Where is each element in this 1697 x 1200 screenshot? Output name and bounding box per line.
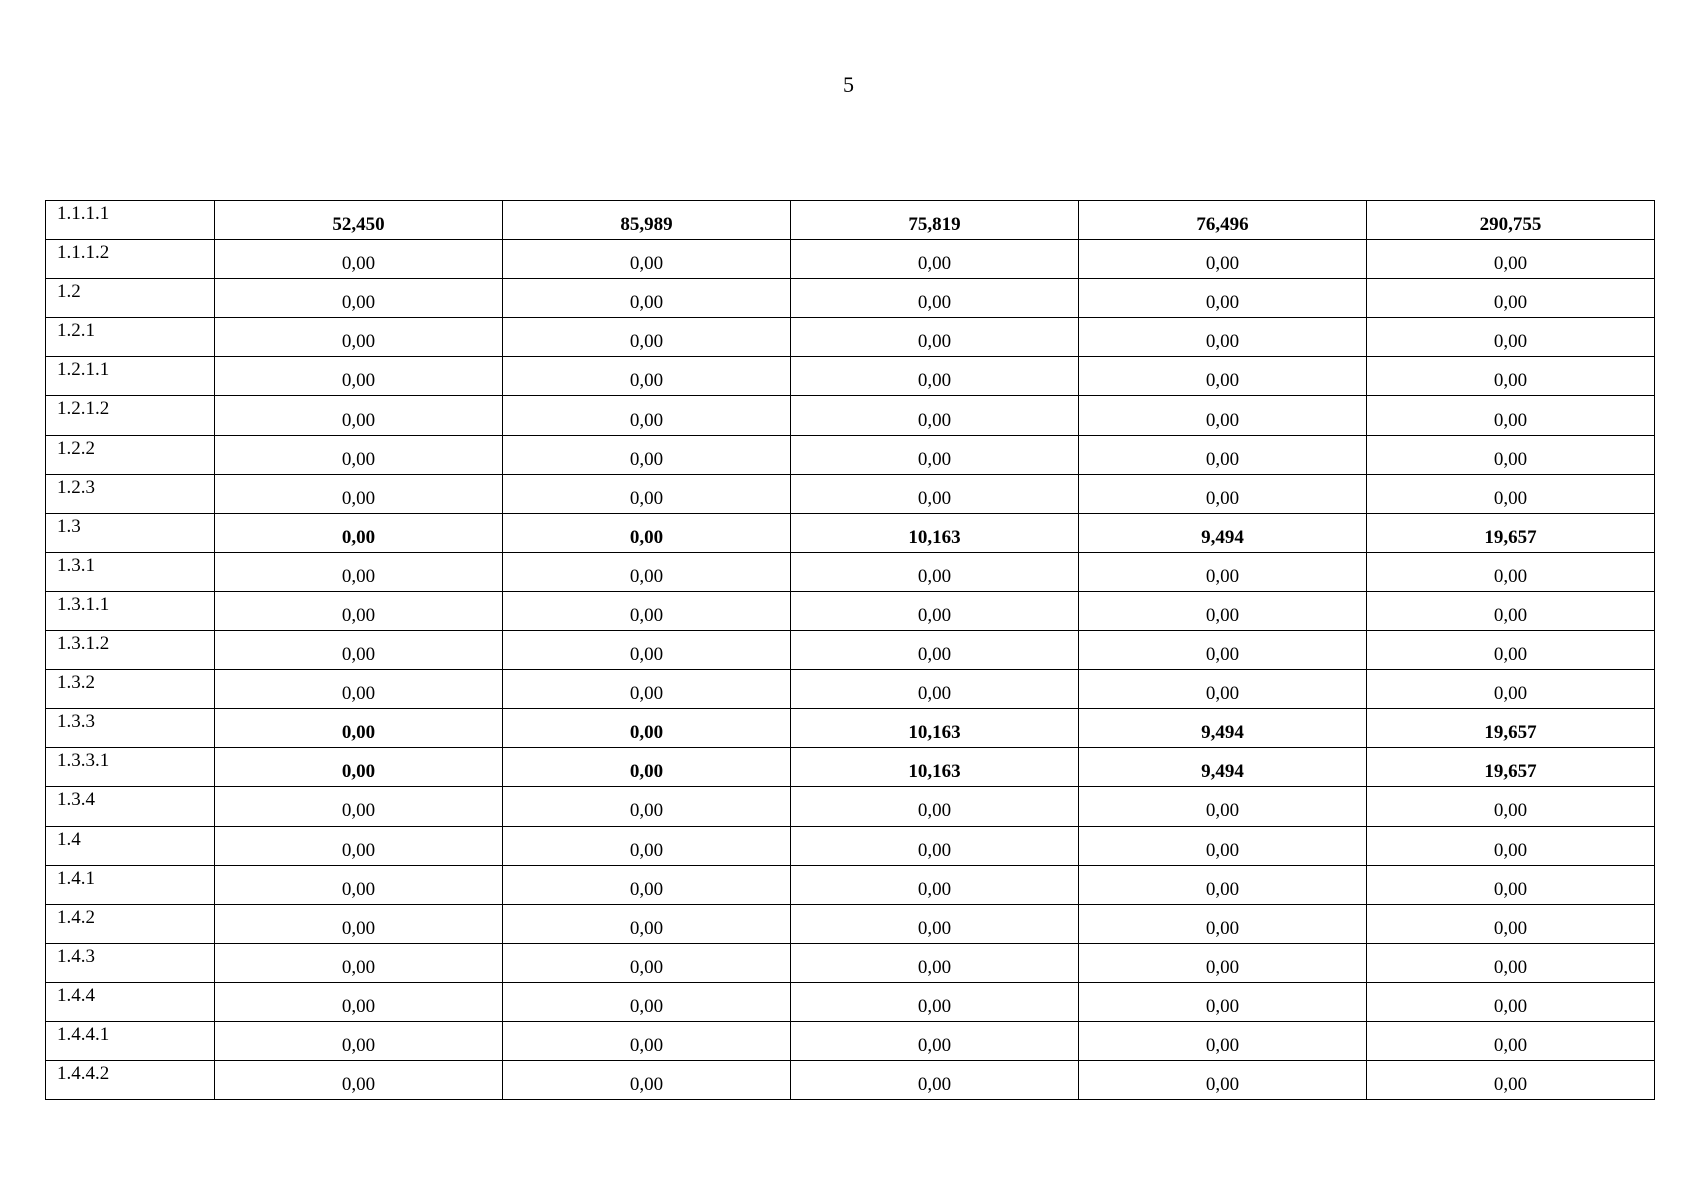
table-row xyxy=(46,826,1655,865)
value-cell: 0,00 xyxy=(503,748,791,787)
value-cell: 0,00 xyxy=(1367,435,1655,474)
value-cell: 0,00 xyxy=(215,670,503,709)
value-cell: 0,00 xyxy=(1367,357,1655,396)
value-cell: 0,00 xyxy=(791,357,1079,396)
value-cell: 0,00 xyxy=(503,279,791,318)
value-cell: 0,00 xyxy=(503,474,791,513)
value-cell: 75,819 xyxy=(791,201,1079,240)
table-row xyxy=(46,1021,1655,1060)
value-cell: 0,00 xyxy=(215,435,503,474)
value-cell: 0,00 xyxy=(1079,1021,1367,1060)
value-cell: 0,00 xyxy=(791,943,1079,982)
value-cell: 0,00 xyxy=(791,904,1079,943)
value-cell: 0,00 xyxy=(215,474,503,513)
value-cell: 76,496 xyxy=(1079,201,1367,240)
value-cell: 0,00 xyxy=(215,631,503,670)
row-code-cell: 1.4.1 xyxy=(46,865,215,904)
value-cell: 0,00 xyxy=(1079,982,1367,1021)
value-cell: 0,00 xyxy=(215,865,503,904)
value-cell: 0,00 xyxy=(1367,552,1655,591)
row-code-cell: 1.2 xyxy=(46,279,215,318)
table-row xyxy=(46,943,1655,982)
value-cell: 0,00 xyxy=(791,279,1079,318)
value-cell: 0,00 xyxy=(503,396,791,435)
value-cell: 0,00 xyxy=(1079,396,1367,435)
value-cell: 0,00 xyxy=(1367,865,1655,904)
value-cell: 0,00 xyxy=(1079,631,1367,670)
value-cell: 52,450 xyxy=(215,201,503,240)
row-code-cell: 1.2.1 xyxy=(46,318,215,357)
row-code-cell: 1.1.1.1 xyxy=(46,201,215,240)
value-cell: 0,00 xyxy=(215,787,503,826)
row-code-cell: 1.2.3 xyxy=(46,474,215,513)
value-cell: 0,00 xyxy=(791,474,1079,513)
value-cell: 0,00 xyxy=(1079,670,1367,709)
row-code-cell: 1.3 xyxy=(46,513,215,552)
table-row xyxy=(46,904,1655,943)
value-cell: 0,00 xyxy=(791,982,1079,1021)
row-code-cell: 1.3.1.2 xyxy=(46,631,215,670)
value-cell: 0,00 xyxy=(1367,670,1655,709)
row-code-cell: 1.3.1 xyxy=(46,552,215,591)
value-cell: 0,00 xyxy=(215,591,503,630)
value-cell: 0,00 xyxy=(1367,826,1655,865)
value-cell: 0,00 xyxy=(215,552,503,591)
value-cell: 0,00 xyxy=(1079,904,1367,943)
row-code-cell: 1.4.4 xyxy=(46,982,215,1021)
value-cell: 0,00 xyxy=(1079,787,1367,826)
value-cell: 0,00 xyxy=(215,982,503,1021)
value-cell: 10,163 xyxy=(791,513,1079,552)
value-cell: 0,00 xyxy=(503,904,791,943)
value-cell: 0,00 xyxy=(791,631,1079,670)
value-cell: 0,00 xyxy=(1079,943,1367,982)
row-code-cell: 1.4.4.1 xyxy=(46,1021,215,1060)
page-number: 5 xyxy=(843,72,854,97)
value-cell: 9,494 xyxy=(1079,748,1367,787)
row-code-cell: 1.4.3 xyxy=(46,943,215,982)
row-code-cell: 1.3.4 xyxy=(46,787,215,826)
value-cell: 19,657 xyxy=(1367,709,1655,748)
value-cell: 0,00 xyxy=(503,943,791,982)
row-code-cell: 1.3.1.1 xyxy=(46,591,215,630)
value-cell: 0,00 xyxy=(791,865,1079,904)
value-cell: 0,00 xyxy=(215,1021,503,1060)
value-cell: 0,00 xyxy=(503,670,791,709)
value-cell: 0,00 xyxy=(1367,943,1655,982)
row-code-cell: 1.4.2 xyxy=(46,904,215,943)
value-cell: 0,00 xyxy=(215,396,503,435)
value-cell: 0,00 xyxy=(215,357,503,396)
value-cell: 0,00 xyxy=(503,865,791,904)
value-cell: 0,00 xyxy=(1367,318,1655,357)
value-cell: 0,00 xyxy=(791,396,1079,435)
value-cell: 10,163 xyxy=(791,748,1079,787)
table-row xyxy=(46,709,1655,748)
value-cell: 0,00 xyxy=(503,787,791,826)
value-cell: 0,00 xyxy=(791,1061,1079,1100)
value-cell: 0,00 xyxy=(1367,474,1655,513)
value-cell: 0,00 xyxy=(1079,591,1367,630)
row-code-cell: 1.4.4.2 xyxy=(46,1061,215,1100)
value-cell: 0,00 xyxy=(503,318,791,357)
row-code-cell: 1.3.2 xyxy=(46,670,215,709)
value-cell: 0,00 xyxy=(1367,396,1655,435)
table-row xyxy=(46,357,1655,396)
table-row xyxy=(46,396,1655,435)
table-row xyxy=(46,240,1655,279)
value-cell: 0,00 xyxy=(503,357,791,396)
value-cell: 0,00 xyxy=(215,240,503,279)
table-row xyxy=(46,670,1655,709)
row-code-cell: 1.2.1.1 xyxy=(46,357,215,396)
table-row xyxy=(46,591,1655,630)
value-cell: 0,00 xyxy=(791,435,1079,474)
value-cell: 0,00 xyxy=(791,240,1079,279)
row-code-cell: 1.2.1.2 xyxy=(46,396,215,435)
value-cell: 0,00 xyxy=(1079,240,1367,279)
value-cell: 0,00 xyxy=(1367,591,1655,630)
table-row xyxy=(46,1061,1655,1100)
value-cell: 0,00 xyxy=(1079,552,1367,591)
value-cell: 0,00 xyxy=(215,279,503,318)
table-row xyxy=(46,318,1655,357)
value-cell: 19,657 xyxy=(1367,748,1655,787)
value-cell: 0,00 xyxy=(1367,279,1655,318)
table-body xyxy=(46,201,1655,1100)
value-cell: 0,00 xyxy=(1367,1061,1655,1100)
value-cell: 0,00 xyxy=(503,513,791,552)
value-cell: 0,00 xyxy=(791,787,1079,826)
value-cell: 0,00 xyxy=(1079,279,1367,318)
table-row xyxy=(46,865,1655,904)
value-cell: 9,494 xyxy=(1079,513,1367,552)
table-row xyxy=(46,748,1655,787)
table-row xyxy=(46,552,1655,591)
value-cell: 85,989 xyxy=(503,201,791,240)
value-cell: 10,163 xyxy=(791,709,1079,748)
value-cell: 0,00 xyxy=(503,982,791,1021)
value-cell: 0,00 xyxy=(215,1061,503,1100)
value-cell: 0,00 xyxy=(503,631,791,670)
table-row xyxy=(46,982,1655,1021)
value-cell: 0,00 xyxy=(215,709,503,748)
value-cell: 0,00 xyxy=(503,552,791,591)
row-code-cell: 1.4 xyxy=(46,826,215,865)
value-cell: 0,00 xyxy=(791,670,1079,709)
value-cell: 0,00 xyxy=(215,318,503,357)
value-cell: 0,00 xyxy=(1367,904,1655,943)
value-cell: 0,00 xyxy=(1079,474,1367,513)
value-cell: 0,00 xyxy=(1079,1061,1367,1100)
value-cell: 0,00 xyxy=(503,240,791,279)
table-row xyxy=(46,787,1655,826)
table-row xyxy=(46,513,1655,552)
value-cell: 0,00 xyxy=(1079,826,1367,865)
table-row xyxy=(46,435,1655,474)
value-cell: 0,00 xyxy=(215,943,503,982)
value-cell: 9,494 xyxy=(1079,709,1367,748)
table-row xyxy=(46,631,1655,670)
value-cell: 0,00 xyxy=(215,904,503,943)
data-table xyxy=(45,200,1655,1100)
value-cell: 0,00 xyxy=(503,1021,791,1060)
table-row xyxy=(46,201,1655,240)
value-cell: 0,00 xyxy=(791,1021,1079,1060)
value-cell: 0,00 xyxy=(215,513,503,552)
value-cell: 290,755 xyxy=(1367,201,1655,240)
table-row xyxy=(46,279,1655,318)
row-code-cell: 1.3.3 xyxy=(46,709,215,748)
value-cell: 0,00 xyxy=(215,748,503,787)
value-cell: 0,00 xyxy=(1079,357,1367,396)
value-cell: 0,00 xyxy=(503,826,791,865)
value-cell: 0,00 xyxy=(1079,865,1367,904)
value-cell: 0,00 xyxy=(791,318,1079,357)
value-cell: 0,00 xyxy=(503,1061,791,1100)
value-cell: 0,00 xyxy=(215,826,503,865)
value-cell: 0,00 xyxy=(791,826,1079,865)
value-cell: 0,00 xyxy=(1367,982,1655,1021)
value-cell: 0,00 xyxy=(1367,787,1655,826)
value-cell: 0,00 xyxy=(791,552,1079,591)
row-code-cell: 1.1.1.2 xyxy=(46,240,215,279)
value-cell: 0,00 xyxy=(791,591,1079,630)
value-cell: 0,00 xyxy=(1367,240,1655,279)
value-cell: 0,00 xyxy=(1079,435,1367,474)
value-cell: 0,00 xyxy=(503,591,791,630)
value-cell: 0,00 xyxy=(1079,318,1367,357)
value-cell: 0,00 xyxy=(1367,631,1655,670)
row-code-cell: 1.3.3.1 xyxy=(46,748,215,787)
value-cell: 0,00 xyxy=(503,435,791,474)
value-cell: 0,00 xyxy=(503,709,791,748)
table-row xyxy=(46,474,1655,513)
row-code-cell: 1.2.2 xyxy=(46,435,215,474)
value-cell: 19,657 xyxy=(1367,513,1655,552)
value-cell: 0,00 xyxy=(1367,1021,1655,1060)
